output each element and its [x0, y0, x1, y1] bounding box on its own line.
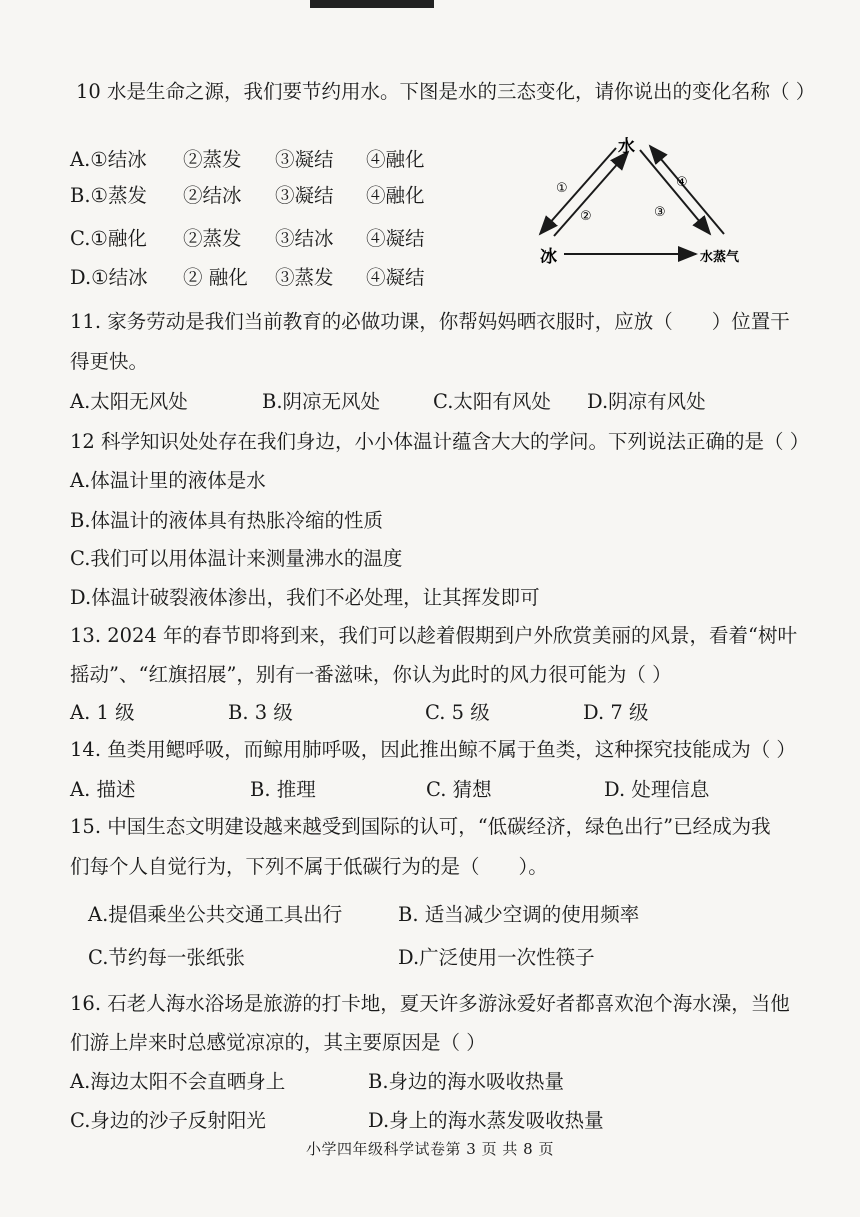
q10-option-c2: ②蒸发	[183, 227, 242, 250]
label-water: 水	[618, 137, 635, 157]
q11-option-b: B.阴凉无风处	[262, 390, 381, 413]
q12-stem: 12 科学知识处处存在我们身边，小小体温计蕴含大大的学问。下列说法正确的是（ ）	[70, 430, 810, 453]
q15-option-b: B. 适当减少空调的使用频率	[398, 903, 640, 926]
q10-option-b4: ④融化	[366, 184, 425, 207]
q10-option-c3: ③结冰	[275, 227, 334, 250]
label-ice: 冰	[540, 247, 557, 267]
q11-option-c: C.太阳有风处	[433, 390, 551, 413]
q16-option-a: A.海边太阳不会直晒身上	[70, 1070, 286, 1093]
q15-stem-line2: 们每个人自觉行为，下列不属于低碳行为的是（ ）。	[70, 855, 548, 878]
label-vapor: 水蒸气	[700, 250, 740, 265]
q15-option-d: D.广泛使用一次性筷子	[398, 946, 595, 969]
q10-option-a1: A.①结冰	[70, 148, 147, 171]
q10-option-d2: ② 融化	[183, 266, 248, 289]
q14-option-d: D. 处理信息	[604, 778, 710, 801]
q16-stem-line1: 16. 石老人海水浴场是旅游的打卡地，夏天许多游泳爱好者都喜欢泡个海水澡，当他	[70, 992, 790, 1015]
q10-option-d4: ④凝结	[366, 266, 425, 289]
q10-option-a2: ②蒸发	[183, 148, 242, 171]
q10-option-a4: ④融化	[366, 148, 425, 171]
q12-option-d: D.体温计破裂液体渗出，我们不必处理，让其挥发即可	[70, 586, 540, 609]
q16-stem-line2: 们游上岸来时总感觉凉凉的，其主要原因是（ ）	[70, 1031, 486, 1054]
q14-option-b: B. 推理	[250, 778, 316, 801]
q11-stem-line2: 得更快。	[70, 350, 149, 373]
q13-option-c: C. 5 级	[425, 701, 490, 724]
q13-stem-line1: 13. 2024 年的春节即将到来，我们可以趁着假期到户外欣赏美丽的风景，看着“树叶	[70, 624, 798, 647]
q11-stem-line1: 11. 家务劳动是我们当前教育的必做功课，你帮妈妈晒衣服时，应放（ ）位置干	[70, 310, 790, 333]
q15-stem-line1: 15. 中国生态文明建设越来越受到国际的认可，“低碳经济，绿色出行”已经成为我	[70, 815, 771, 838]
q10-option-b3: ③凝结	[275, 184, 334, 207]
q10-option-d3: ③蒸发	[275, 266, 334, 289]
scan-top-edge	[310, 0, 434, 8]
arrow-4	[650, 146, 724, 234]
q14-option-c: C. 猜想	[426, 778, 492, 801]
q11-option-a: A.太阳无风处	[70, 390, 188, 413]
q10-option-a3: ③凝结	[275, 148, 334, 171]
q14-stem: 14. 鱼类用鳃呼吸，而鲸用肺呼吸，因此推出鲸不属于鱼类，这种探究技能成为（ ）	[70, 738, 796, 761]
q10-option-c1: C.①融化	[70, 227, 147, 250]
q16-option-d: D.身上的海水蒸发吸收热量	[368, 1109, 604, 1132]
q10-stem: 10 水是生命之源，我们要节约用水。下图是水的三态变化，请你说出的变化名称（ ）	[76, 80, 816, 103]
q11-option-d: D.阴凉有风处	[587, 390, 706, 413]
water-state-diagram	[520, 130, 780, 280]
page-footer: 小学四年级科学试卷第 3 页 共 8 页	[306, 1140, 554, 1158]
q12-option-c: C.我们可以用体温计来测量沸水的温度	[70, 547, 403, 570]
q13-stem-line2: 摇动”、“红旗招展”，别有一番滋味，你认为此时的风力很可能为（ ）	[70, 663, 672, 686]
label-n4: ④	[676, 175, 688, 190]
q14-option-a: A. 描述	[70, 778, 136, 801]
arrow-3	[640, 150, 710, 234]
q13-option-d: D. 7 级	[583, 701, 649, 724]
q10-option-b2: ②结冰	[183, 184, 242, 207]
q16-option-c: C.身边的沙子反射阳光	[70, 1109, 266, 1132]
q15-option-a: A.提倡乘坐公共交通工具出行	[88, 903, 343, 926]
q13-option-b: B. 3 级	[228, 701, 293, 724]
q12-option-a: A.体温计里的液体是水	[70, 469, 266, 492]
q10-option-b1: B.①蒸发	[70, 184, 148, 207]
q10-option-c4: ④凝结	[366, 227, 425, 250]
q15-option-c: C.节约每一张纸张	[88, 946, 245, 969]
q12-option-b: B.体温计的液体具有热胀冷缩的性质	[70, 509, 384, 532]
q13-option-a: A. 1 级	[70, 701, 135, 724]
label-n1: ①	[556, 181, 568, 196]
label-n2: ②	[580, 209, 592, 224]
arrow-1	[540, 148, 616, 234]
label-n3: ③	[654, 205, 666, 220]
q10-option-d1: D.①结冰	[70, 266, 148, 289]
q16-option-b: B.身边的海水吸收热量	[368, 1070, 565, 1093]
